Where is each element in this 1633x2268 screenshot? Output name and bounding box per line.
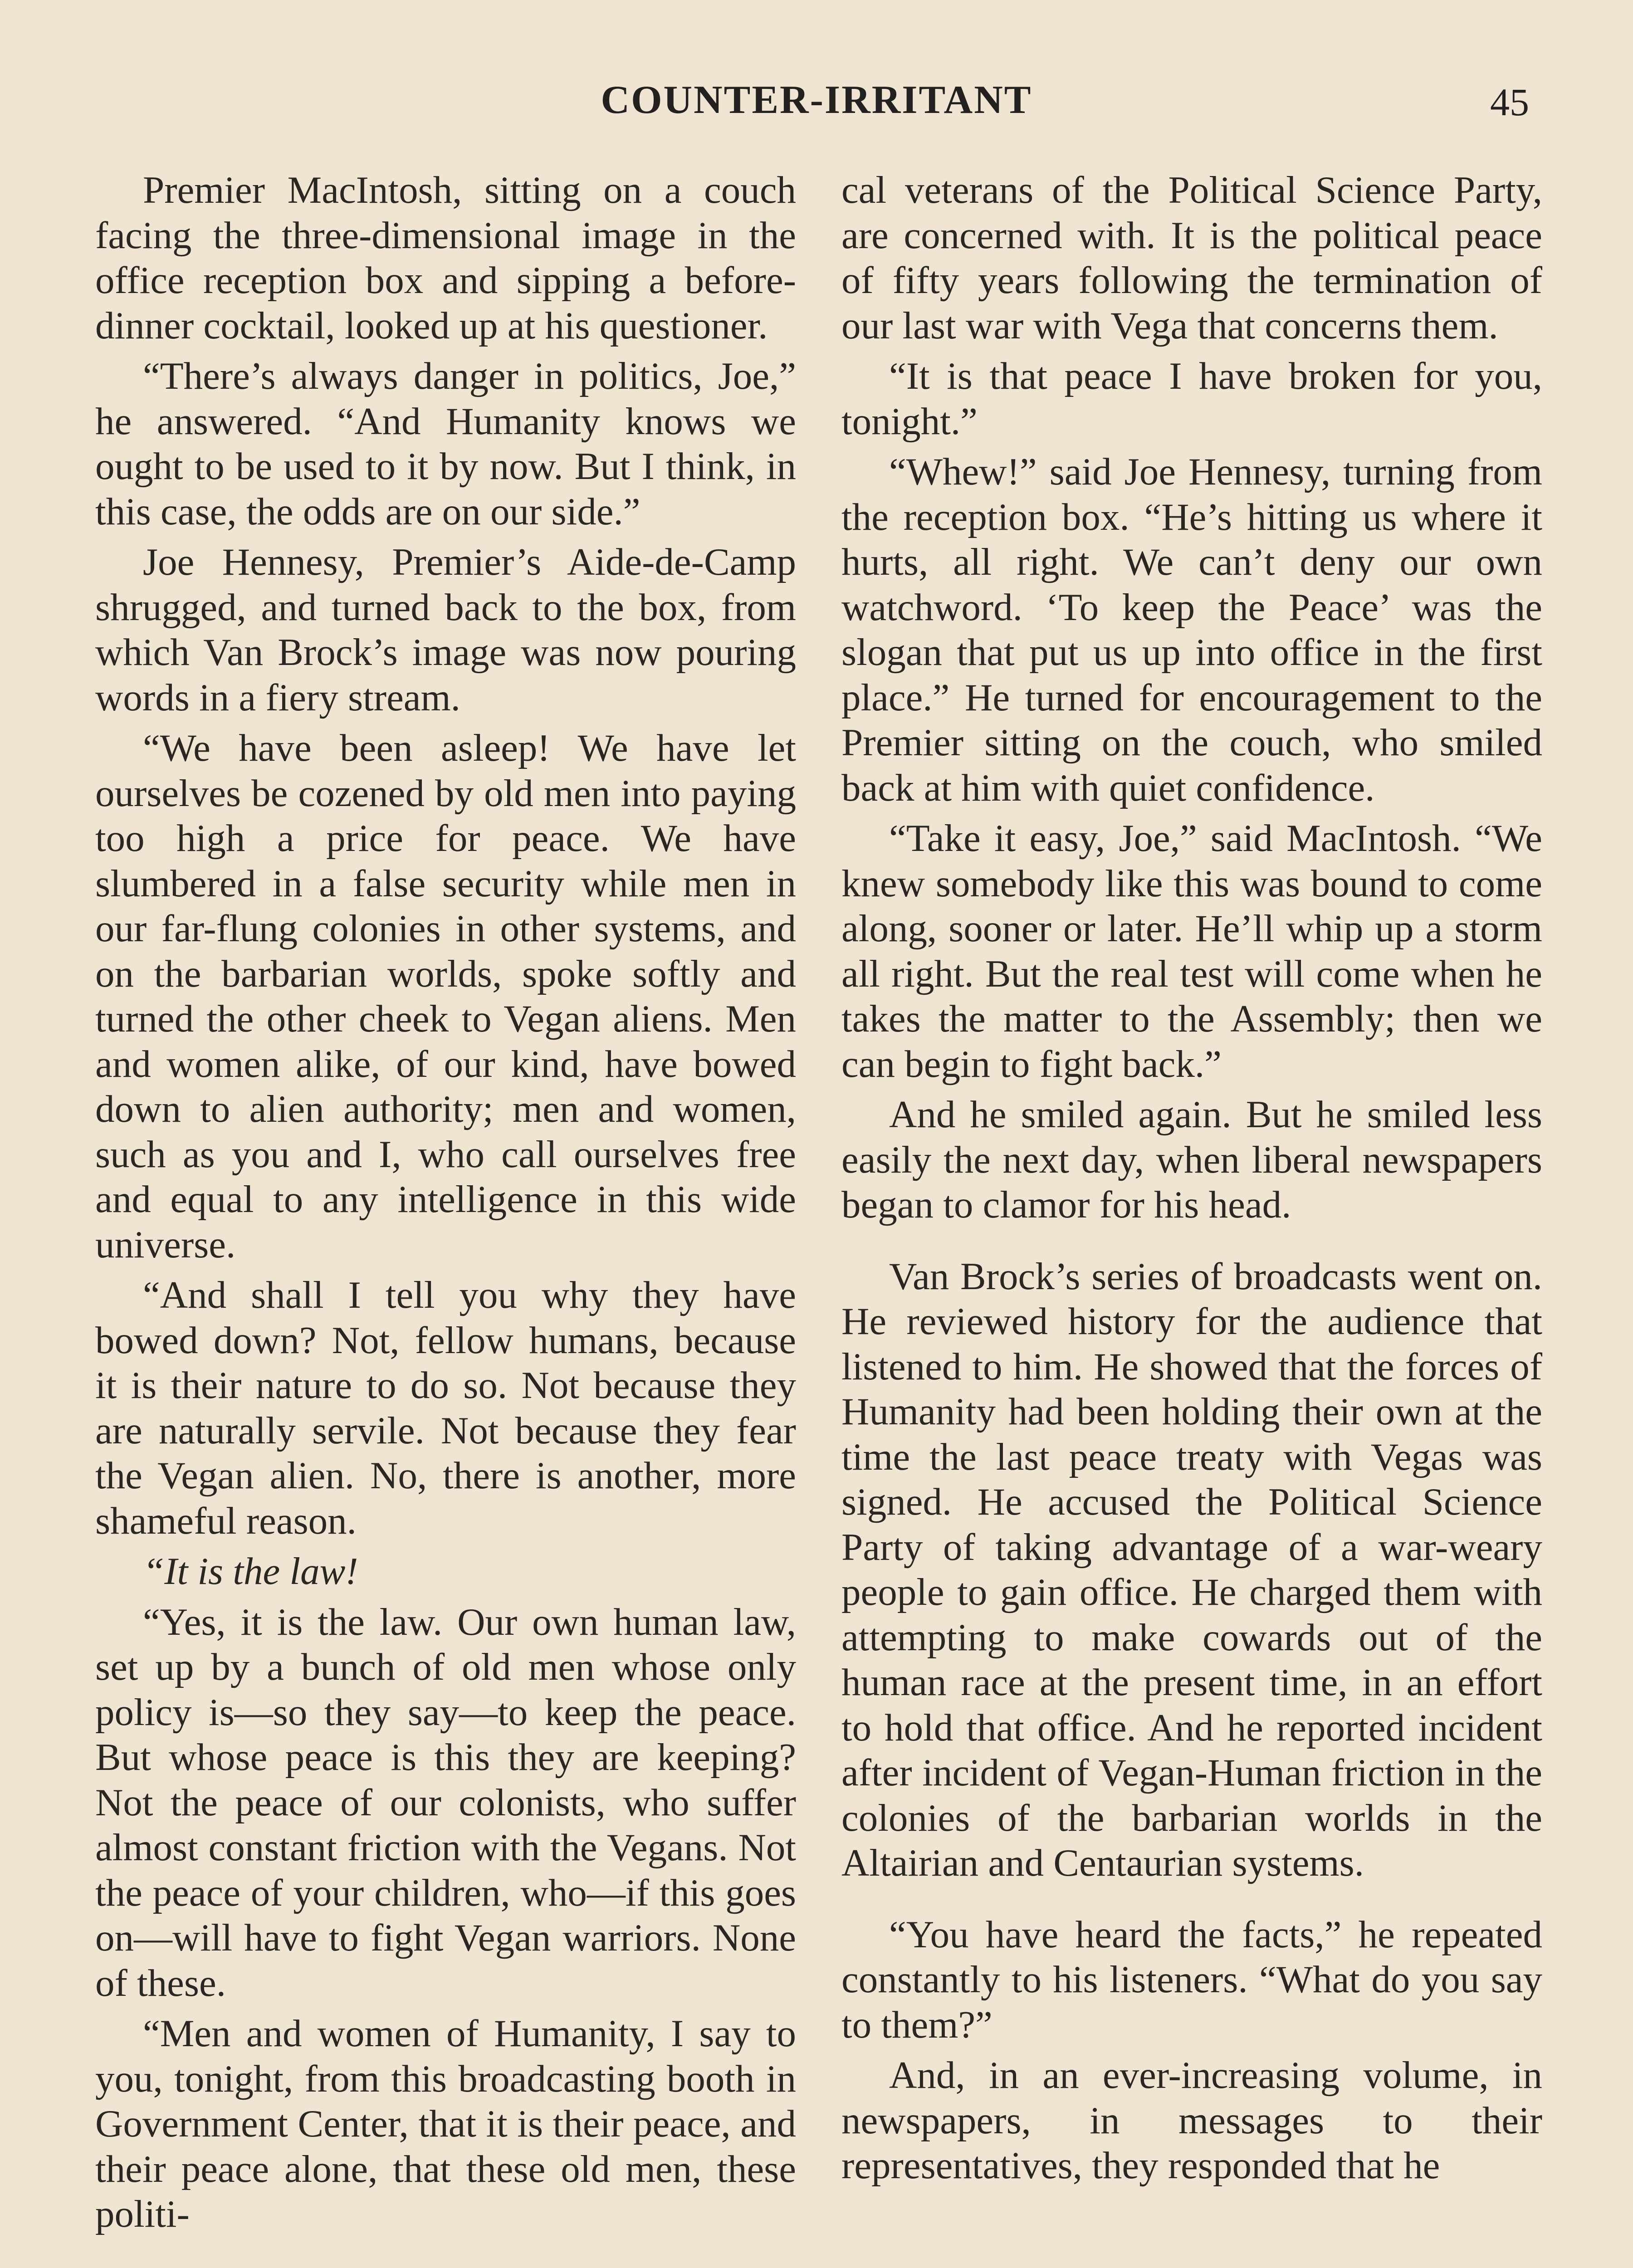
paragraph: “Men and women of Humanity, I say to you, tonight, from this broadcasting booth in Government Center, that it is their peace, and their peace alone, that these old men, these politi- [95,2012,796,2235]
running-title: COUNTER-IRRITANT [601,78,1032,122]
paragraph: “And shall I tell you why they have bowed down? Not, fellow humans, because it is their nature to do so. Not because they are naturally servile. Not because they fear the Vegan alien. No, there is another, more shameful reason. [95,1274,796,1542]
paragraph: And, in an ever-increasing volume, in newspapers, in messages to their representatives, they responded that he [841,2054,1542,2187]
paragraph: “We have been asleep! We have let ourselves be cozened by old men into paying too high a price for peace. We have slumbered in a false security while men in our far-flung colonies in other systems, and on the barbarian worlds, spoke softly and turned the other cheek to Vegan aliens. Men and women alike, of our kind, have bowed down to alien authority; men and women, such as you and I, who call ourselves free and equal to any intelligence in this wide universe. [95,727,796,1266]
paragraph: Premier MacIntosh, sitting on a couch facing the three-dimensional image in the office reception box and sipping a before-dinner cocktail, looked up at his questioner. [95,169,796,347]
right-column [841,168,1542,2268]
paragraph: “Yes, it is the law. Our own human law, set up by a bunch of old men whose only policy is—so they say—to keep the peace. But whose peace is this they are keeping? Not the peace of our colonists, who suffer almost constant friction with the Vegans. Not the peace of your children, who—if this goes on—will have to fight Vegan warriors. None of these. [95,1600,796,2004]
paragraph: Joe Hennesy, Premier’s Aide-de-Camp shrugged, and turned back to the box, from which Van Brock’s image was now pouring words in a fiery stream. [95,541,796,719]
paragraph: “There’s always danger in politics, Joe,” he answered. “And Humanity knows we ought to be used to it by now. But I think, in this case, the odds are on our side.” [95,355,796,533]
paragraph: “Take it easy, Joe,” said MacIntosh. “We knew somebody like this was bound to come along, sooner or later. He’ll whip up a storm all right. But the real test will come when he takes the matter to the Assembly; then we can begin to fight back.” [841,817,1542,1085]
paragraph: “It is that peace I have broken for you, tonight.” [841,355,1542,443]
paragraph: “You have heard the facts,” he repeated constantly to his listeners. “What do you say to them?” [841,1913,1542,2046]
paragraph: Van Brock’s series of broadcasts went on. He reviewed history for the audience that listened to him. He showed that the forces of Humanity had been holding their own at the time the last peace treaty with Vegas was signed. He accused the Political Science Party of taking advantage of a war-weary people to gain office. He charged them with attempting to make cowards out of the human race at the present time, in an effort to hold that office. And he reported incident after incident of Vegan-Human friction in the colonies of the barbarian worlds in the Altairian and Centaurian systems. [841,1255,1542,1884]
page-number: 45 [1490,80,1529,124]
left-column [95,168,796,2268]
paragraph: And he smiled again. But he smiled less easily the next day, when liberal newspapers began to clamor for his head. [841,1093,1542,1226]
paragraph: “Whew!” said Joe Hennesy, turning from the reception box. “He’s hitting us where it hurts, all right. We can’t deny our own watchword. ‘To keep the Peace’ was the slogan that put us up into office in the first place.” He turned for encouragement to the Premier sitting on the couch, who smiled back at him with quiet confidence. [841,450,1542,809]
continued-paragraph: cal veterans of the Political Science Party, are concerned with. It is the political peace of fifty years following the termination of our last war with Vega that concerns them. [841,169,1542,347]
italic-paragraph: “It is the law! [143,1550,358,1593]
